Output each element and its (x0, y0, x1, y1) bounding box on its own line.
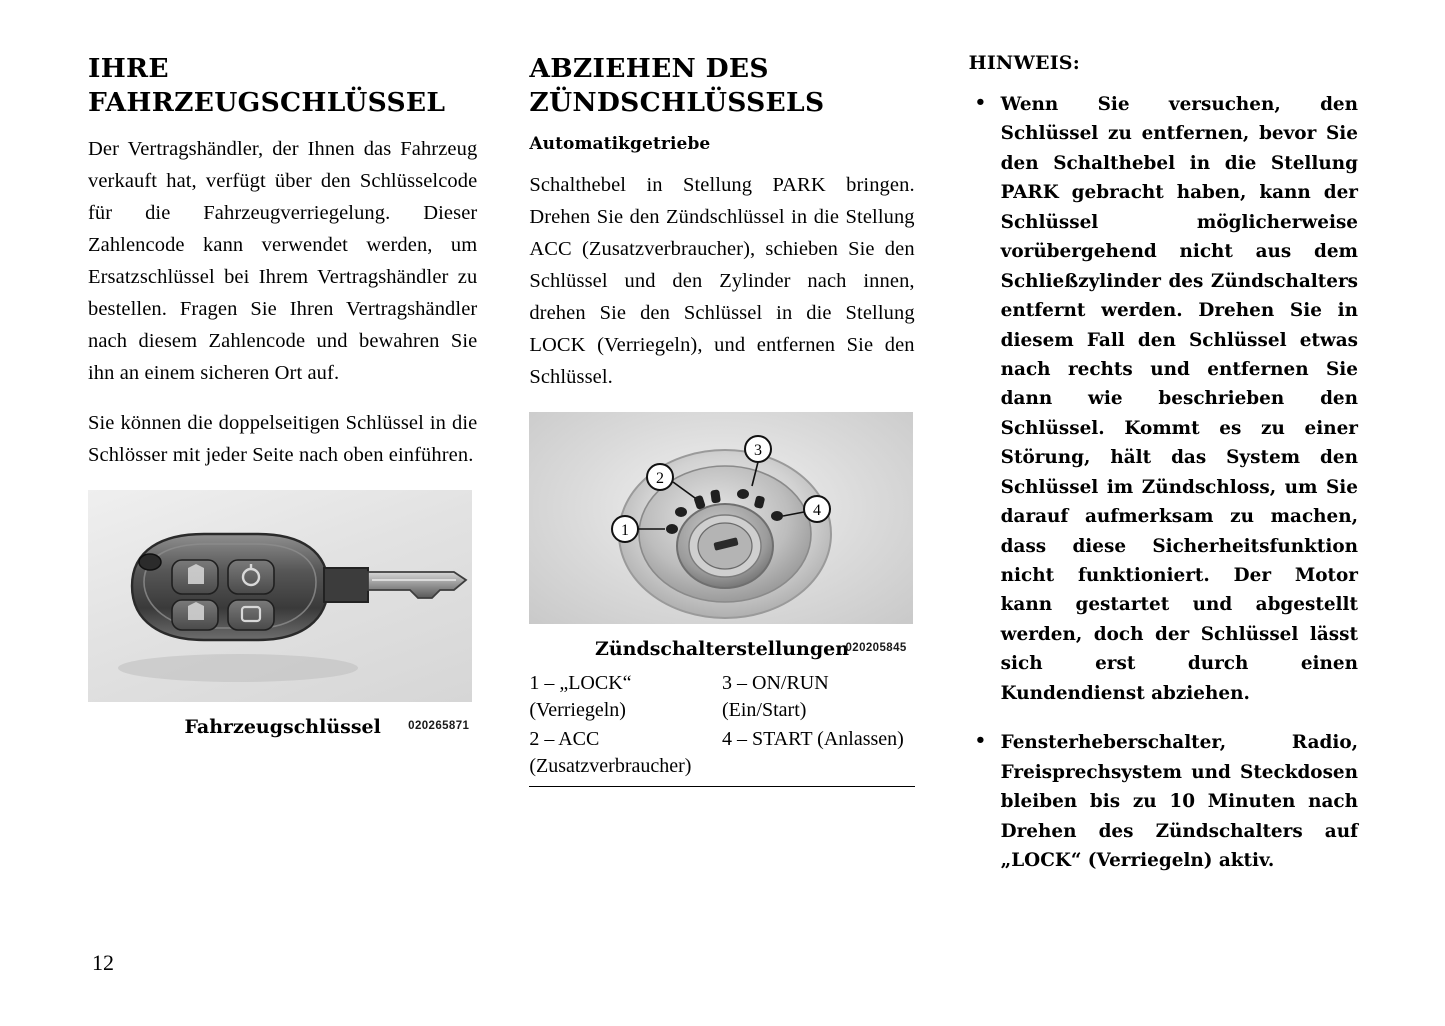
svg-text:1: 1 (621, 521, 630, 539)
figure-ignition-switch (529, 412, 914, 660)
column-right (967, 52, 1358, 875)
figure-caption: Fahrzeugschlüssel (184, 715, 381, 738)
paragraph: Schalthebel in Stellung PARK bringen. Drehen Sie den Zündschlüssel in die Stellung ACC (Zusatzverbraucher), schieben Sie den Schlüssel und den Zylinder nach innen, drehen Sie den Schlüssel in die Stellung LOCK (Verriegeln), und entfernen Sie den Schlüssel. (529, 173, 915, 388)
legend-cell: 2 – ACC (Zusatzverbraucher) (529, 727, 692, 778)
svg-text:2: 2 (656, 469, 665, 487)
figure-caption: Zündschalterstellungen (594, 637, 850, 660)
page-number: 12 (92, 950, 114, 975)
svg-text:3: 3 (754, 441, 763, 459)
page-columns (88, 52, 1358, 875)
section-title: ABZIEHEN DES ZÜNDSCHLÜSSELS (529, 53, 825, 118)
figure-code: 020265871 (408, 719, 470, 732)
figure-code: 020205845 (845, 641, 907, 654)
table-row (529, 670, 914, 726)
list-item: • Wenn Sie versuchen, den Schlüssel zu entfernen, bevor Sie den Schalthebel in die Stellung PARK gebracht haben, kann der Schlüssel möglicherweise vorübergehend nicht aus dem Schließzylinder des Zündschalters entfernt werden. Drehen Sie in diesem Fall den Schlüssel etwas nach rechts und entfernen Sie dann wie beschrieben den Schlüssel. Kommt es zu einer Störung, hält das System den Schlüssel im Zündschloss, um Sie darauf aufmerksam zu machen, dass diese Sicherheitsfunktion nicht funktioniert. Der Motor kann gestartet und abgestellt werden, doch der Schlüssel lässt sich erst durch einen Kundendienst abziehen. (967, 90, 1358, 708)
note-heading: HINWEIS: (968, 52, 1080, 74)
svg-text:4: 4 (813, 501, 822, 519)
paragraph: Sie können die doppelseitigen Schlüssel in die Schlösser mit jeder Seite nach oben einführen. (88, 411, 478, 466)
figure-frame (529, 412, 913, 624)
ignition-legend (529, 670, 914, 787)
page-title: IHRE FAHRZEUGSCHLÜSSEL (88, 53, 446, 118)
table-row (529, 726, 914, 782)
column-left (88, 52, 477, 875)
subsection-title: Automatikgetriebe (529, 133, 711, 154)
ignition-switch-icon (529, 412, 913, 624)
column-middle (529, 52, 914, 875)
vehicle-key-icon (88, 490, 472, 702)
list-item: • Fensterheberschalter, Radio, Freisprechsystem und Steckdosen bleiben bis zu 10 Minuten nach Drehen des Zündschalters auf „LOCK“ (Verriegeln) aktiv. (967, 728, 1358, 875)
legend-cell: 1 – „LOCK“ (Verriegeln) (529, 671, 632, 722)
note-bullet-list (967, 90, 1358, 875)
legend-cell: 4 – START (Anlassen) (722, 727, 904, 750)
paragraph: Der Vertragshändler, der Ihnen das Fahrzeug verkauft hat, verfügt über den Schlüsselcode für die Fahrzeugverriegelung. Dieser Zahlencode kann verwendet werden, um Ersatzschlüssel bei Ihrem Vertragshändler zu bestellen. Fragen Sie Ihren Vertragshändler nach diesem Zahlencode und bewahren Sie ihn an einem sicheren Ort auf. (88, 137, 478, 384)
figure-vehicle-key (88, 490, 477, 738)
legend-cell: 3 – ON/RUN (Ein/Start) (722, 671, 829, 722)
figure-frame (88, 490, 472, 702)
